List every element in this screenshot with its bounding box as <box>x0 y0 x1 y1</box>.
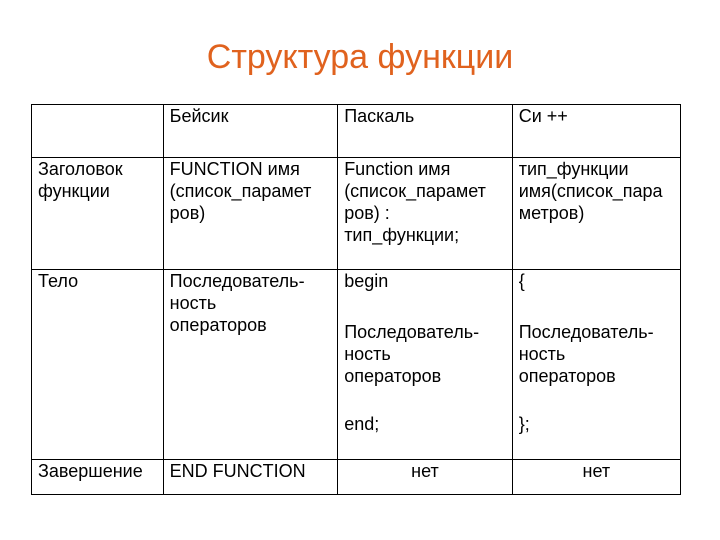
cell-line: тип_функции <box>518 159 629 179</box>
header-cell-pascal: Паскаль <box>338 105 513 158</box>
cell-line: Тело <box>38 271 79 291</box>
cell-basic-end <box>163 460 338 495</box>
cell-line: нет <box>411 461 439 481</box>
table-row-header <box>32 158 681 270</box>
cell-line: Последователь- <box>169 271 305 291</box>
cell-line: Function имя <box>344 159 451 179</box>
cell-line: тип_функции; <box>344 225 460 245</box>
header-cell-empty <box>32 105 164 158</box>
header-cell-basic: Бейсик <box>163 105 338 158</box>
slide-title: Структура функции <box>206 38 514 76</box>
cell-line: end; <box>344 414 380 434</box>
table-row-end <box>32 460 681 495</box>
cell-line: операторов <box>169 315 267 335</box>
header-cell-cpp: Си ++ <box>512 105 680 158</box>
comparison-table <box>31 104 681 495</box>
cell-line: ров) <box>169 203 206 223</box>
cell-cpp-body <box>512 270 680 460</box>
cell-line: Последователь- <box>518 322 654 342</box>
cell-cpp-header <box>512 158 680 270</box>
cell-line: begin <box>344 271 389 291</box>
cell-line: (список_парамет <box>169 181 312 201</box>
cell-line: ров) : <box>344 203 390 223</box>
cell-pascal-end <box>338 460 513 495</box>
cell-basic-header <box>163 158 338 270</box>
cell-line: (список_парамет <box>344 181 486 201</box>
cell-basic-body <box>163 270 338 460</box>
cell-line: нет <box>582 461 611 481</box>
cell-line: функции <box>38 181 110 201</box>
row-label-body <box>32 270 164 460</box>
cell-line: ность <box>169 293 217 313</box>
cell-line: Завершение <box>38 461 143 481</box>
cell-line: имя(список_пара <box>518 181 663 201</box>
cell-pascal-header <box>338 158 513 270</box>
table-row-body <box>32 270 681 460</box>
cell-line: END FUNCTION <box>169 461 306 481</box>
row-label-header <box>32 158 164 270</box>
cell-line: операторов <box>518 366 616 386</box>
cell-line: ность <box>518 344 566 364</box>
cell-line: Заголовок <box>38 159 123 179</box>
cell-line: { <box>518 271 525 291</box>
row-label-end <box>32 460 164 495</box>
cell-line: FUNCTION имя <box>169 159 300 179</box>
cell-line: метров) <box>518 203 585 223</box>
header-row <box>32 105 681 158</box>
cell-cpp-end <box>512 460 680 495</box>
cell-line: Последователь- <box>344 322 480 342</box>
cell-line: операторов <box>344 366 442 386</box>
cell-pascal-body <box>338 270 513 460</box>
cell-line: }; <box>518 414 530 434</box>
cell-line: ность <box>344 344 391 364</box>
